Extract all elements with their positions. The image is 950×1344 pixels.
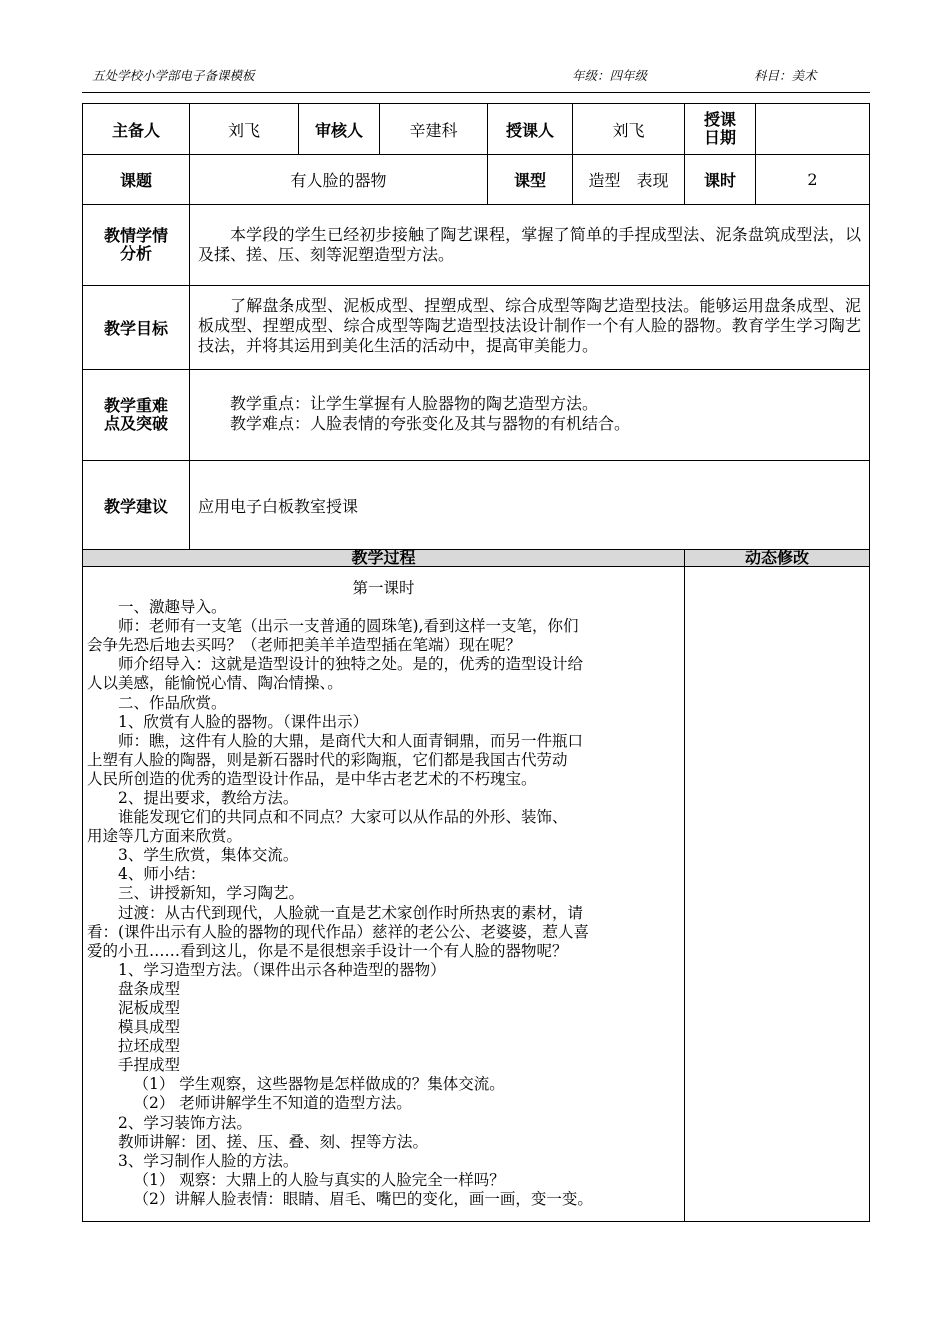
date-label-line2: 日期	[703, 128, 736, 147]
process-line: 1、学习造型方法。（课件出示各种造型的器物）	[118, 960, 446, 979]
teacher-label: 授课人	[488, 104, 573, 155]
key-label-line1: 教学重难	[103, 396, 168, 415]
process-content	[83, 567, 685, 1222]
process-line: 爱的小丑……看到这儿，你是不是很想亲手设计一个有人脸的器物呢？	[87, 941, 568, 960]
process-line: 人以美感，能愉悦心情、陶冶情操、。	[87, 674, 343, 693]
row-analysis	[83, 205, 870, 286]
process-line: 师：瞧，这件有人脸的大鼎，是商代大和人面青铜鼎，而另一件瓶口	[118, 731, 584, 750]
preparer-value: 刘飞	[190, 104, 299, 155]
row-process-body	[83, 567, 870, 1222]
revise-title: 动态修改	[685, 550, 870, 567]
analysis-label	[83, 205, 190, 286]
page-header	[92, 66, 832, 86]
process-line: 4、师小结：	[118, 865, 206, 884]
process-line: 会争先恐后地去买吗？（老师把美羊羊造型插在笔端）现在呢？	[87, 636, 522, 655]
process-line: 人民所创造的优秀的造型设计作品，是中华古老艺术的不朽瑰宝。	[87, 769, 537, 788]
revise-content	[685, 567, 870, 1222]
key-label	[83, 370, 190, 461]
goal-cell	[190, 286, 870, 370]
header-divider	[82, 92, 870, 93]
process-line: 教师讲解：团、搓、压、叠、刻、捏等方法。	[118, 1132, 429, 1151]
process-line: 泥板成型	[118, 999, 181, 1018]
process-line: 上塑有人脸的陶器，则是新石器时代的彩陶瓶，它们都是我国古代劳动	[87, 750, 568, 769]
process-line: （1） 学生观察，这些器物是怎样做成的？集体交流。	[133, 1075, 505, 1094]
process-line: 3、学生欣赏，集体交流。	[118, 846, 299, 865]
process-line: 一、激趣导入。	[118, 598, 227, 617]
goal-text: 了解盘条成型、泥板成型、捏塑成型、综合成型等陶艺造型技法。能够运用盘条成型、泥板成型、捏塑成型、综合成型等陶艺造型技法设计制作一个有人脸的器物。教育学生学习陶艺技法，并将其运用到美化生活的活动中，提高审美能力。	[198, 296, 861, 355]
process-line: 拉坯成型	[118, 1037, 181, 1056]
analysis-label-line1: 教情学情	[103, 226, 168, 245]
process-line: （2）讲解人脸表情：眼睛、眉毛、嘴巴的变化，画一画，变一变。	[133, 1189, 593, 1208]
process-line: （2） 老师讲解学生不知道的造型方法。	[133, 1094, 412, 1113]
topic-label: 课题	[83, 155, 190, 205]
process-line: 用途等几方面来欣赏。	[87, 827, 243, 846]
process-line: 盘条成型	[118, 979, 181, 998]
row-process-head	[83, 550, 870, 567]
process-line: 3、学习制作人脸的方法。	[118, 1151, 299, 1170]
process-line: 二、作品欣赏。	[118, 693, 227, 712]
row-suggest	[83, 461, 870, 550]
key-cell	[190, 370, 870, 461]
row-goal	[83, 286, 870, 370]
hours-label: 课时	[685, 155, 756, 205]
goal-label: 教学目标	[83, 286, 190, 370]
topic-value: 有人脸的器物	[190, 155, 488, 205]
difficulty-text: 教学难点：人脸表情的夸张变化及其与器物的有机结合。	[230, 414, 631, 433]
teacher-value: 刘飞	[573, 104, 685, 155]
reviewer-value: 辛建科	[380, 104, 488, 155]
row-topic	[83, 155, 870, 205]
suggest-text: 应用电子白板教室授课	[190, 461, 870, 550]
row-key	[83, 370, 870, 461]
process-text	[83, 579, 684, 1209]
grade-label: 年级：四年级	[572, 68, 648, 83]
school-name: 五处学校小学部电子备课模板	[92, 68, 255, 83]
process-line: 谁能发现它们的共同点和不同点？大家可以从作品的外形、装饰、	[118, 808, 568, 827]
process-line: 师介绍导入：这就是造型设计的独特之处。是的，优秀的造型设计给	[118, 655, 584, 674]
reviewer-label: 审核人	[299, 104, 380, 155]
process-title: 教学过程	[83, 550, 685, 567]
date-value	[756, 104, 870, 155]
process-line: 2、学习装饰方法。	[118, 1113, 252, 1132]
hours-value: 2	[756, 155, 870, 205]
key-point-text: 教学重点：让学生掌握有人脸器物的陶艺造型方法。	[230, 394, 599, 413]
process-line: 模具成型	[118, 1018, 181, 1037]
subject-label: 科目：美术	[754, 68, 817, 83]
process-line: 过渡：从古代到现代，人脸就一直是艺术家创作时所热衷的素材，请	[118, 903, 584, 922]
type-value: 造型 表现	[573, 155, 685, 205]
row-people	[83, 104, 870, 155]
key-label-line2: 点及突破	[103, 414, 168, 433]
process-line: 2、提出要求，教给方法。	[118, 788, 299, 807]
process-line: （1） 观察：大鼎上的人脸与真实的人脸完全一样吗？	[133, 1170, 505, 1189]
process-line: 手捏成型	[118, 1056, 181, 1075]
analysis-cell	[190, 205, 870, 286]
date-label-line1: 授课	[703, 110, 736, 129]
process-line: 1、欣赏有人脸的器物。（课件出示）	[118, 712, 369, 731]
process-line: 第一课时	[352, 578, 415, 597]
type-label: 课型	[488, 155, 573, 205]
preparer-label: 主备人	[83, 104, 190, 155]
analysis-text: 本学段的学生已经初步接触了陶艺课程，掌握了简单的手捏成型法、泥条盘筑成型法，以及揉、搓、压、刻等泥塑造型方法。	[198, 225, 861, 264]
lesson-plan-table	[82, 103, 870, 1222]
analysis-label-line2: 分析	[119, 244, 152, 263]
process-line: 看：(课件出示有人脸的器物的现代作品）慈祥的老公公、老婆婆，惹人喜	[87, 922, 590, 941]
process-line: 三、讲授新知，学习陶艺。	[118, 884, 305, 903]
suggest-label: 教学建议	[83, 461, 190, 550]
date-label	[685, 104, 756, 155]
process-line: 师：老师有一支笔（出示一支普通的圆珠笔),看到这样一支笔，你们	[118, 617, 579, 636]
